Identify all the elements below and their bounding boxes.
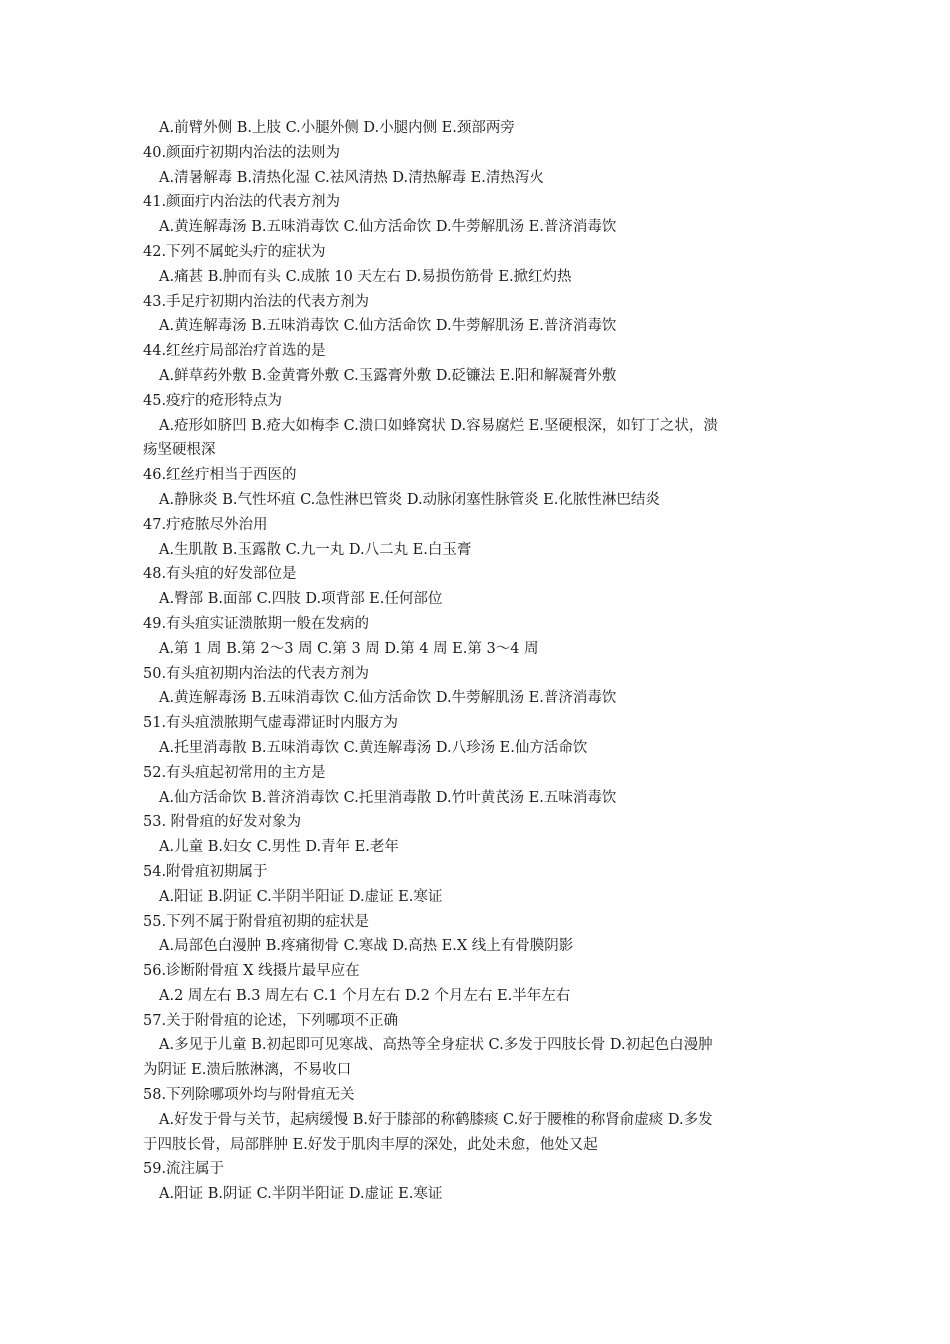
answer-options: A.鲜草药外敷 B.金黄膏外敷 C.玉露膏外敷 D.砭镰法 E.阳和解凝膏外敷 [159, 367, 617, 384]
question-text: 43.手足疔初期内治法的代表方剂为 [143, 293, 370, 310]
answer-options: A.局部色白漫肿 B.疼痛彻骨 C.寒战 D.高热 E.X 线上有骨膜阴影 [159, 938, 574, 955]
question-text: 45.疫疔的疮形特点为 [143, 392, 283, 409]
answer-options: A.黄连解毒汤 B.五味消毒饮 C.仙方活命饮 D.牛蒡解肌汤 E.普济消毒饮 [159, 219, 617, 236]
answer-options-continued: 于四肢长骨，局部胖肿 E.好发于肌肉丰厚的深处，此处未愈，他处又起 [143, 1136, 598, 1153]
answer-options: A.阳证 B.阴证 C.半阴半阳证 D.虚证 E.寒证 [159, 888, 443, 905]
answer-options: A.痛甚 B.肿而有头 C.成脓 10 天左右 D.易损伤筋骨 E.掀红灼热 [159, 268, 572, 285]
question-text: 48.有头疽的好发部位是 [143, 566, 297, 583]
question-text: 42.下列不属蛇头疔的症状为 [143, 243, 326, 260]
answer-options: A.好发于骨与关节，起病缓慢 B.好于膝部的称鹤膝痰 C.好于腰椎的称肾俞虚痰 D.多发 [159, 1111, 713, 1128]
answer-options: A.前臂外侧 B.上肢 C.小腿外侧 D.小腿内侧 E.颈部两旁 [159, 120, 515, 136]
answer-options: A.阳证 B.阴证 C.半阴半阳证 D.虚证 E.寒证 [159, 1186, 443, 1203]
answer-options: A.臀部 B.面部 C.四肢 D.项背部 E.任何部位 [159, 591, 443, 608]
answer-options: A.黄连解毒汤 B.五味消毒饮 C.仙方活命饮 D.牛蒡解肌汤 E.普济消毒饮 [159, 690, 617, 707]
answer-options: A.生肌散 B.玉露散 C.九一丸 D.八二丸 E.白玉膏 [159, 541, 472, 558]
answer-options: A.仙方活命饮 B.普济消毒饮 C.托里消毒散 D.竹叶黄芪汤 E.五味消毒饮 [159, 789, 617, 806]
question-text: 52.有头疽起初常用的主方是 [143, 764, 326, 781]
answer-options: A.托里消毒散 B.五味消毒饮 C.黄连解毒汤 D.八珍汤 E.仙方活命饮 [159, 739, 588, 756]
answer-options: A.疮形如脐凹 B.疮大如梅李 C.溃口如蜂窝状 D.容易腐烂 E.坚硬根深，如钉丁之状，溃 [159, 417, 718, 434]
question-list [143, 116, 811, 1207]
answer-options: A.儿童 B.妇女 C.男性 D.青年 E.老年 [159, 839, 399, 856]
answer-options-continued: 疡坚硬根深 [143, 442, 216, 459]
question-text: 51.有头疽溃脓期气虚毒滞证时内服方为 [143, 715, 399, 732]
question-text: 40.颜面疔初期内治法的法则为 [143, 144, 341, 161]
question-text: 53. 附骨疽的好发对象为 [143, 814, 302, 831]
answer-options: A.多见于儿童 B.初起即可见寒战、高热等全身症状 C.多发于四肢长骨 D.初起色白漫肿 [159, 1037, 713, 1054]
question-text: 50.有头疽初期内治法的代表方剂为 [143, 665, 370, 682]
answer-options: A.第 1 周 B.第 2～3 周 C.第 3 周 D.第 4 周 E.第 3～4 周 [159, 640, 539, 657]
question-text: 57.关于附骨疽的论述，下列哪项不正确 [143, 1012, 399, 1029]
question-text: 59.流注属于 [143, 1161, 225, 1178]
question-text: 41.颜面疔内治法的代表方剂为 [143, 194, 341, 211]
question-text: 58.下列除哪项外均与附骨疽无关 [143, 1087, 355, 1104]
question-text: 47.疔疮脓尽外治用 [143, 516, 268, 533]
answer-options: A.清暑解毒 B.清热化湿 C.祛风清热 D.清热解毒 E.清热泻火 [159, 169, 544, 186]
question-text: 56.诊断附骨疽 X 线摄片最早应在 [143, 963, 360, 980]
question-text: 55.下列不属于附骨疽初期的症状是 [143, 913, 370, 930]
question-text: 54.附骨疽初期属于 [143, 863, 268, 880]
question-text: 46.红丝疔相当于西医的 [143, 467, 297, 484]
answer-options-continued: 为阴证 E.溃后脓淋漓，不易收口 [143, 1062, 352, 1079]
question-text: 44.红丝疔局部治疗首选的是 [143, 343, 326, 360]
answer-options: A.黄连解毒汤 B.五味消毒饮 C.仙方活命饮 D.牛蒡解肌汤 E.普济消毒饮 [159, 318, 617, 335]
answer-options: A.2 周左右 B.3 周左右 C.1 个月左右 D.2 个月左右 E.半年左右 [159, 987, 571, 1004]
question-text: 49.有头疽实证溃脓期一般在发病的 [143, 615, 370, 632]
answer-options: A.静脉炎 B.气性坏疽 C.急性淋巴管炎 D.动脉闭塞性脉管炎 E.化脓性淋巴结炎 [159, 491, 660, 508]
